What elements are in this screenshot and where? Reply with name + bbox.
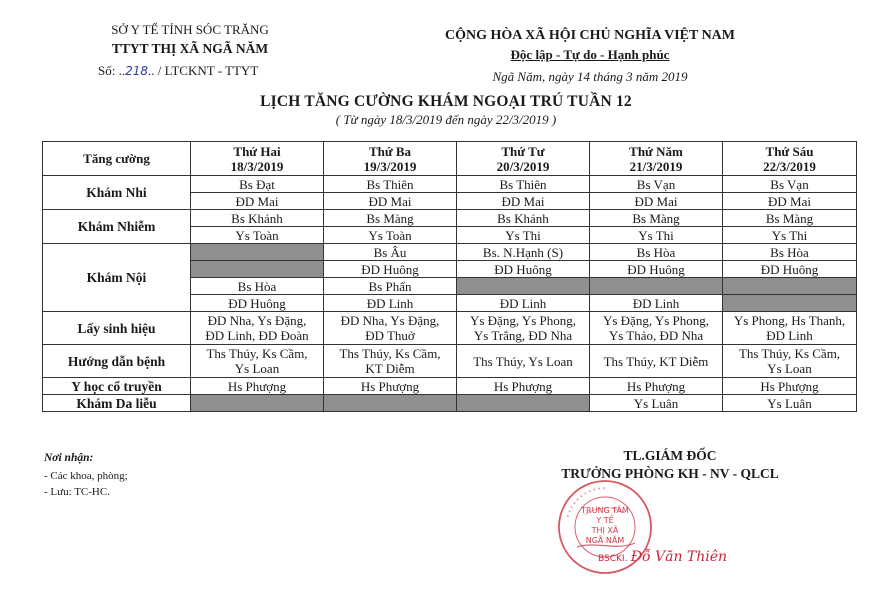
table-cell: Ys Phong, Hs Thanh, ĐD Linh [723, 312, 857, 345]
table-cell: Bs Màng [723, 210, 857, 227]
table-cell: Bs Khánh [457, 210, 590, 227]
table-cell: ĐD Huông [590, 261, 723, 278]
document-title: LỊCH TĂNG CƯỜNG KHÁM NGOẠI TRÚ TUẦN 12 [260, 93, 632, 110]
day-header: Thứ Hai 18/3/2019 [191, 142, 324, 176]
row-label-kham-nhi: Khám Nhi [43, 176, 191, 210]
table-cell: Ths Thúy, Ks Cầm, KT Diễm [324, 345, 457, 378]
table-cell: Hs Phượng [590, 378, 723, 395]
table-cell: Ys Thi [590, 227, 723, 244]
table-cell: ĐD Nha, Ys Đặng, ĐD Linh, ĐD Đoàn [191, 312, 324, 345]
table-cell: ĐD Mai [457, 193, 590, 210]
signer-title: BSCKI. [598, 554, 628, 564]
day-header: Thứ Năm 21/3/2019 [590, 142, 723, 176]
stamp-text: THỊ XÃ [591, 526, 619, 535]
stamp-text: TRUNG TÂM [581, 506, 629, 515]
table-header-row [43, 142, 857, 176]
table-cell: Ths Thúy, Ks Cầm, Ys Loan [191, 345, 324, 378]
table-row [43, 244, 857, 261]
stamp-text: Y TẾ [596, 516, 614, 525]
shaded-cell [590, 278, 723, 295]
signature-position: TRƯỞNG PHÒNG KH - NV - QLCL [561, 466, 779, 481]
table-cell: Hs Phượng [723, 378, 857, 395]
table-cell: ĐD Mai [191, 193, 324, 210]
table-cell: Bs Thiên [324, 176, 457, 193]
table-cell: ĐD Linh [324, 295, 457, 312]
table-cell: ĐD Huông [457, 261, 590, 278]
table-row [43, 345, 857, 378]
table-cell: Bs. N.Hạnh (S) [457, 244, 590, 261]
table-cell: Bs Khánh [191, 210, 324, 227]
table-row [43, 395, 857, 412]
table-cell: Bs Màng [590, 210, 723, 227]
table-cell: ĐD Linh [457, 295, 590, 312]
department-name: SỞ Y TẾ TỈNH SÓC TRĂNG [111, 22, 269, 37]
row-label-y-hoc-co-truyen: Y học cổ truyền [43, 378, 191, 395]
shaded-cell [191, 244, 324, 261]
table-cell: Bs Đạt [191, 176, 324, 193]
document-number-value: 218 [125, 64, 148, 78]
table-cell: Ths Thúy, Ks Cầm, Ys Loan [723, 345, 857, 378]
table-cell: Ys Thi [457, 227, 590, 244]
shaded-cell [723, 295, 857, 312]
table-row [43, 210, 857, 227]
day-header: Thứ Sáu 22/3/2019 [723, 142, 857, 176]
table-cell: Bs Màng [324, 210, 457, 227]
table-cell: Hs Phượng [457, 378, 590, 395]
table-cell: ĐD Huông [191, 295, 324, 312]
shaded-cell [191, 395, 324, 412]
table-cell: Bs Vạn [590, 176, 723, 193]
table-cell: Bs Hòa [590, 244, 723, 261]
table-row [43, 312, 857, 345]
table-cell: Bs Thiên [457, 176, 590, 193]
table-cell: Ths Thúy, Ys Loan [457, 345, 590, 378]
table-row [43, 176, 857, 193]
table-cell: Ys Luân [590, 395, 723, 412]
shaded-cell [457, 278, 590, 295]
table-cell: ĐD Huông [723, 261, 857, 278]
row-label-kham-noi: Khám Nội [43, 244, 191, 312]
receiver-item: - Các khoa, phòng; [44, 470, 128, 482]
shaded-cell [457, 395, 590, 412]
receiver-item: - Lưu: TC-HC. [44, 486, 110, 498]
table-cell: Ys Luân [723, 395, 857, 412]
table-cell: Hs Phượng [324, 378, 457, 395]
national-header [420, 28, 760, 85]
organization-name: TTYT THỊ XÃ NGÃ NĂM [111, 41, 269, 56]
table-cell: Ys Đặng, Ys Phong, Ys Trắng, ĐD Nha [457, 312, 590, 345]
table-cell: ĐD Mai [590, 193, 723, 210]
signer-name [598, 549, 727, 565]
shaded-cell [723, 278, 857, 295]
signer-fullname: Đỗ Văn Thiên [630, 549, 728, 565]
issue-date: Ngã Năm, ngày 14 tháng 3 năm 2019 [492, 69, 688, 84]
table-cell: Bs Phấn [324, 278, 457, 295]
table-cell: ĐD Mai [723, 193, 857, 210]
day-header: Thứ Ba 19/3/2019 [324, 142, 457, 176]
table-cell: Bs Hòa [723, 244, 857, 261]
document-subtitle: ( Từ ngày 18/3/2019 đến ngày 22/3/2019 ) [335, 112, 557, 127]
table-cell: Ys Toàn [324, 227, 457, 244]
table-cell: Bs Hòa [191, 278, 324, 295]
table-cell: Bs Vạn [723, 176, 857, 193]
table-cell: Ys Đặng, Ys Phong, Ys Thảo, ĐD Nha [590, 312, 723, 345]
table-cell: ĐD Nha, Ys Đặng, ĐD Thuở [324, 312, 457, 345]
header-corner: Tăng cường [43, 142, 191, 176]
national-motto: Độc lập - Tự do - Hạnh phúc [510, 47, 670, 62]
receivers-block [44, 452, 128, 498]
stamp-text: NGÃ NĂM [585, 536, 625, 545]
table-cell: Bs Âu [324, 244, 457, 261]
table-cell: Ys Toàn [191, 227, 324, 244]
row-label-huong-dan-benh: Hướng dẫn bệnh [43, 345, 191, 378]
country-name: CỘNG HÒA XÃ HỘI CHỦ NGHĨA VIỆT NAM [444, 28, 735, 43]
signature-authority: TL.GIÁM ĐỐC [623, 448, 717, 463]
table-cell: ĐD Linh [590, 295, 723, 312]
table-cell: Ys Thi [723, 227, 857, 244]
table-cell: Hs Phượng [191, 378, 324, 395]
receivers-heading: Nơi nhận: [44, 452, 94, 464]
document-title-block [0, 93, 892, 128]
schedule-table [42, 141, 857, 412]
table-cell: Ths Thúy, KT Diễm [590, 345, 723, 378]
table-cell: ĐD Mai [324, 193, 457, 210]
shaded-cell [191, 261, 324, 278]
svg-text:* * * * * * * * * * *: * * * * * * * * * * * [566, 486, 606, 519]
row-label-kham-nhiem: Khám Nhiễm [43, 210, 191, 244]
day-header: Thứ Tư 20/3/2019 [457, 142, 590, 176]
shaded-cell [324, 395, 457, 412]
document-number: Số: ..218.. / LTCKNT - TTYT [98, 63, 259, 78]
table-cell: ĐD Huông [324, 261, 457, 278]
row-label-lay-sinh-hieu: Lấy sinh hiệu [43, 312, 191, 345]
issuer-header [70, 22, 310, 79]
table-row [43, 378, 857, 395]
row-label-kham-da-lieu: Khám Da liễu [43, 395, 191, 412]
